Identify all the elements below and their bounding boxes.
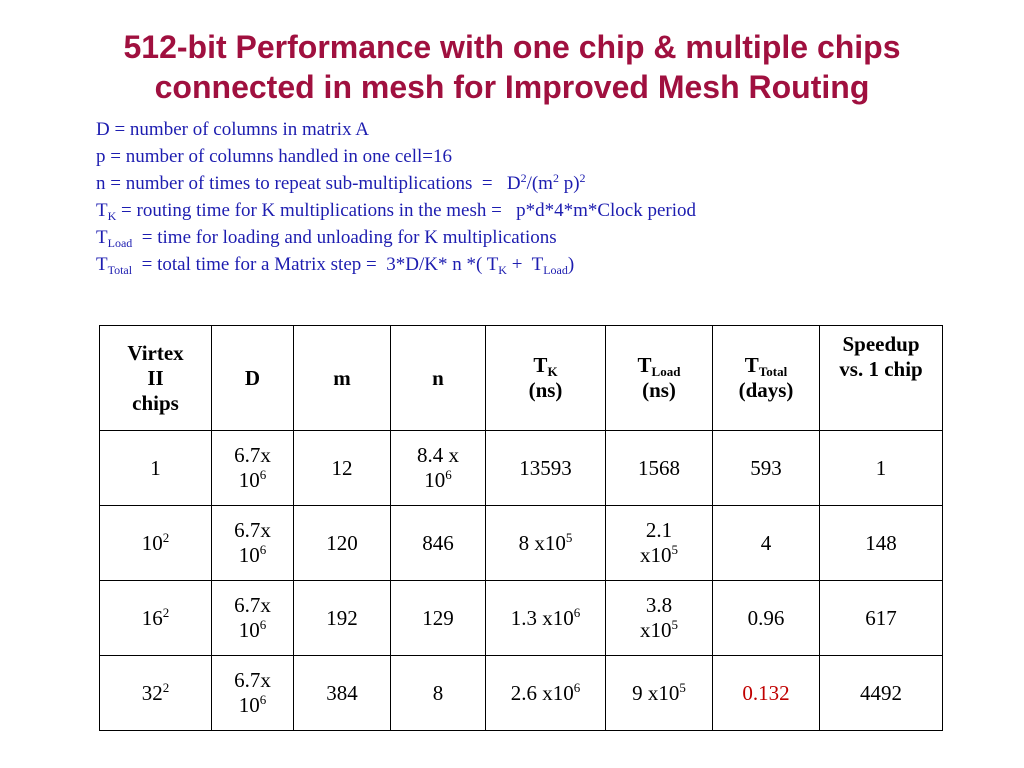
cell-n: 8.4 x $10^6$ <box>391 431 486 506</box>
slide-title <box>0 27 1024 107</box>
title-line-2: connected in mesh for Improved Mesh Routing <box>154 69 870 105</box>
cell-ttotal: 0.132 <box>713 656 820 731</box>
table-row <box>100 431 943 506</box>
cell-speedup: 1 <box>820 431 943 506</box>
title-line-1: 512-bit Performance with one chip & multiple chips <box>123 29 901 65</box>
cell-n: 8 <box>391 656 486 731</box>
cell-ttotal: 593 <box>713 431 820 506</box>
cell-m: 120 <box>294 506 391 581</box>
cell-speedup: 148 <box>820 506 943 581</box>
header-speedup: Speedup vs. 1 chip <box>820 326 943 431</box>
cell-d: 6.7x $10^6$ <box>212 656 294 731</box>
cell-n: 129 <box>391 581 486 656</box>
cell-tload: 2.1 $x10^5$ <box>606 506 713 581</box>
cell-m: 192 <box>294 581 391 656</box>
definition-n: n = number of times to repeat sub-multiplications = $D^2/(m^2$ p)$^2$ <box>96 171 586 194</box>
header-d: D <box>212 326 294 431</box>
definitions-block <box>96 116 996 278</box>
cell-tk: 1.3 $x10^6$ <box>486 581 606 656</box>
header-chips: Virtex II chips <box>100 326 212 431</box>
cell-d: 6.7x $10^6$ <box>212 581 294 656</box>
header-ttotal: $T_{Total}$ (days) <box>713 326 820 431</box>
cell-speedup: 617 <box>820 581 943 656</box>
cell-chips: $32^2$ <box>100 656 212 731</box>
cell-d: 6.7x $10^6$ <box>212 506 294 581</box>
definition-d: D = number of columns in matrix A <box>96 119 369 140</box>
cell-speedup: 4492 <box>820 656 943 731</box>
cell-ttotal: 0.96 <box>713 581 820 656</box>
cell-tload: 3.8 $x10^5$ <box>606 581 713 656</box>
cell-tk: 13593 <box>486 431 606 506</box>
header-m: m <box>294 326 391 431</box>
cell-d: 6.7x $10^6$ <box>212 431 294 506</box>
header-n: n <box>391 326 486 431</box>
cell-tload: 1568 <box>606 431 713 506</box>
table-row <box>100 506 943 581</box>
cell-chips: $16^2$ <box>100 581 212 656</box>
definition-tload: $T_{Load}$ = time for loading and unloading for K multiplications <box>96 227 557 250</box>
cell-chips: $10^2$ <box>100 506 212 581</box>
header-tload: $T_{Load}$ (ns) <box>606 326 713 431</box>
cell-m: 12 <box>294 431 391 506</box>
performance-table <box>99 325 943 731</box>
definition-ttotal: $T_{Total}$ = total time for a Matrix step = 3*D/K* n *( $T_K + T_{Load}$) <box>96 254 575 277</box>
header-tk: $T_K$ (ns) <box>486 326 606 431</box>
definition-tk: $T_K$ = routing time for K multiplications in the mesh = p*d*4*m*Clock period <box>96 200 697 223</box>
cell-tload: 9 $x10^5$ <box>606 656 713 731</box>
cell-chips: 1 <box>100 431 212 506</box>
cell-m: 384 <box>294 656 391 731</box>
table-row <box>100 581 943 656</box>
definition-p: p = number of columns handled in one cell=16 <box>96 146 452 167</box>
table-header-row <box>100 326 943 431</box>
table-row <box>100 656 943 731</box>
cell-n: 846 <box>391 506 486 581</box>
cell-tk: 8 $x10^5$ <box>486 506 606 581</box>
cell-ttotal: 4 <box>713 506 820 581</box>
cell-tk: 2.6 $x10^6$ <box>486 656 606 731</box>
